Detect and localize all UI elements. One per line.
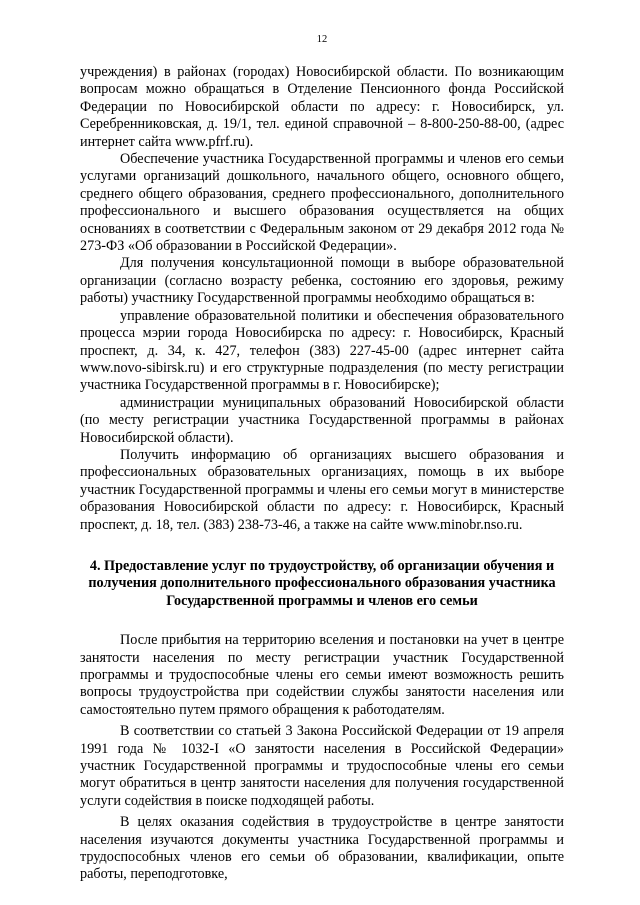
section-heading: 4. Предоставление услуг по трудоустройству, об организации обучения и получения дополнительного профессионального образования участника Государственной программы и членов его семьи	[88, 557, 556, 609]
paragraph-education-department: управление образовательной политики и обеспечения образовательного процесса мэрии города Новосибирска по адресу: г. Новосибирск, Красный проспект, д. 34, к. 427, телефон (383) 227-45-00 (адрес интернет сайта www.novo-sibirsk.ru) и его структурные подразделения (по месту регистрации участника Государственной программы в г. Новосибирске);	[80, 307, 564, 394]
page-number: 12	[316, 34, 328, 45]
document-body	[80, 64, 564, 884]
paragraph-employment-documents: В целях оказания содействия в трудоустройстве в центре занятости населения изучаются документы участника Государственной программы и трудоспособных членов его семьи об образовании, квалификации, опыте работы, переподготовке,	[80, 814, 564, 883]
paragraph-municipal-administrations: администрации муниципальных образований Новосибирской области (по месту регистрации участника Государственной программы в районах Новосибирской области).	[80, 394, 564, 446]
paragraph-continuation: учреждения) в районах (городах) Новосибирской области. По возникающим вопросам можно обращаться в Отделение Пенсионного фонда Российской Федерации по Новосибирской области по адресу: г. Новосибирск, ул. Серебренниковская, д. 19/1, тел. единой справочной – 8-800-250-88-00, (адрес интернет сайта www.pfrf.ru).	[80, 64, 564, 150]
paragraph-education-services: Обеспечение участника Государственной программы и членов его семьи услугами организаций дошкольного, начального общего, основного общего, среднего общего образования, среднего профессионального, дополнительного профессионального и высшего образования осуществляется на общих основаниях в соответствии с Федеральным законом от 29 декабря 2012 года № 273-ФЗ «Об образовании в Российской Федерации».	[80, 151, 564, 255]
paragraph-higher-education-info: Получить информацию об организациях высшего образования и профессиональных образовательных организациях, помощь в их выборе участник Государственной программы и члены его семьи могут в министерстве образования Новосибирской области по адресу: г. Новосибирск, Красный проспект, д. 18, тел. (383) 238-73-46, а также на сайте www.minobr.nso.ru.	[80, 446, 564, 533]
paragraph-consultation: Для получения консультационной помощи в выборе образовательной организации (согласно возрасту ребенка, состоянию его здоровья, режиму работы) участнику Государственной программы необходимо обращаться в:	[80, 255, 564, 307]
paragraph-employment-registration: После прибытия на территорию вселения и постановки на учет в центре занятости населения по месту регистрации участник Государственной программы и трудоспособные члены его семьи имеют возможность решить вопросы трудоустройства при содействии службы занятости населения или самостоятельно путем прямого обращения к работодателям.	[80, 632, 564, 718]
document-page	[80, 0, 564, 905]
paragraph-employment-law: В соответствии со статьей 3 Закона Российской Федерации от 19 апреля 1991 года № 1032-I «О занятости населения в Российской Федерации» участник Государственной программы и трудоспособные члены его семьи могут обратиться в центр занятости населения для получения государственной услуги содействия в поиске подходящей работы.	[80, 723, 564, 809]
